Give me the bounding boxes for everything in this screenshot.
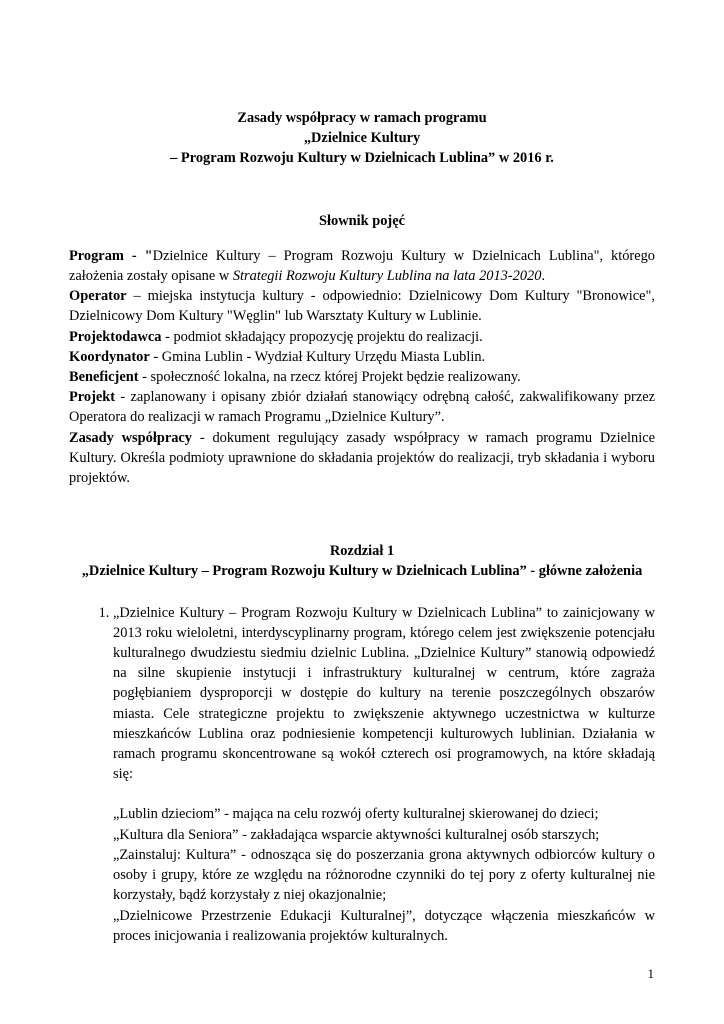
glossary-definition: - społeczność lokalna, na rzecz której Projekt będzie realizowany. <box>138 369 521 386</box>
chapter-title: „Dzielnice Kultury – Program Rozwoju Kultury w Dzielnicach Lublina” - główne założenia <box>81 563 643 580</box>
chapter-number: Rozdział 1 <box>329 543 395 560</box>
glossary-entry-program <box>69 246 655 286</box>
axis-item: „Kultura dla Seniora” - zakładająca wsparcie aktywności kulturalnej osób starszych; <box>113 826 600 843</box>
glossary-entry-projekt <box>69 387 655 427</box>
glossary-definition: – miejska instytucja kultury - odpowiednio: Dzielnicowy Dom Kultury "Bronowice", Dzielnicowy Dom Kultury "Węglin" lub Warsztaty Kultury w Lublinie. <box>69 288 655 325</box>
glossary-term: Beneficjent <box>69 369 139 386</box>
list-item <box>113 603 655 946</box>
title-line-2: „Dzielnice Kultury <box>303 130 421 147</box>
glossary-definition: - podmiot składający propozycję projektu do realizacji. <box>161 328 483 345</box>
glossary-term: Program - " <box>69 247 153 264</box>
glossary <box>69 246 655 488</box>
title-line-3: – Program Rozwoju Kultury w Dzielnicach Lublina” w 2016 r. <box>170 150 554 167</box>
document-title <box>69 108 655 169</box>
glossary-definition: - zaplanowany i opisany zbiór działań stanowiący odrębną całość, zakwalifikowany przez Operatora do realizacji w ramach Programu „Dzielnice Kultury”. <box>69 389 655 426</box>
glossary-term: Operator <box>69 288 127 305</box>
axis-item: „Dzielnicowe Przestrzenie Edukacji Kulturalnej”, dotyczące włączenia mieszkańców w proces inicjowania i realizowania projektów kulturalnych. <box>113 907 655 944</box>
item-paragraph: 1. „Dzielnice Kultury – Program Rozwoju Kultury w Dzielnicach Lublina” to zainicjowany w 2013 roku wieloletni, interdyscyplinarny program, którego celem jest zwiększenie potencjału kulturalnego dwudziestu siedmiu dzielnic Lublina. „Dzielnice Kultury” stanowią odpowiedź na silne skupienie instytucji i infrastruktury kulturalnej w centrum, które zagraża pogłębianiem dysproporcji w dostępie do kultury na terenie poszczególnych obszarów miasta. Cele strategiczne projektu to zwiększenie aktywnego uczestnictwa w kulturze mieszkańców Lublina oraz podniesienie kompetencji kulturowych lublinian. Działania w ramach programu skoncentrowane są wokół czterech osi programowych, na które składają się: <box>113 604 655 783</box>
glossary-entry-koordynator <box>69 347 655 367</box>
glossary-definition: Dzielnice Kultury – Program Rozwoju Kultury w Dzielnicach Lublina", którego założenia zostały opisane w <box>69 247 656 285</box>
glossary-definition-end: . <box>541 268 546 285</box>
glossary-term: Koordynator <box>69 348 150 365</box>
axis-item: „Zainstaluj: Kultura” - odnosząca się do poszerzania grona aktywnych odbiorców kultury o osoby i grupy, które ze względu na różnorodne czynniki do tej pory z oferty kulturalnej nie korzystały, bądź korzystały z niej okazjonalnie; <box>113 846 655 904</box>
glossary-term: Projekt <box>69 389 116 406</box>
glossary-definition: - Gmina Lublin - Wydział Kultury Urzędu Miasta Lublin. <box>149 348 486 365</box>
title-line-1: Zasady współpracy w ramach programu <box>237 110 487 126</box>
glossary-term: Zasady współpracy <box>69 429 192 446</box>
glossary-definition: - dokument regulujący zasady współpracy w ramach programu Dzielnice Kultury. Określa podmioty uprawnione do składania projektów do realizacji, tryb składania i wyboru projektów. <box>69 429 655 487</box>
glossary-entry-operator <box>69 286 655 326</box>
glossary-definition-italic: Strategii Rozwoju Kultury Lublina na lata 2013-2020 <box>232 268 542 285</box>
glossary-entry-zasady <box>69 428 655 489</box>
glossary-term: Projektodawca <box>69 328 162 345</box>
glossary-entry-projektodawca <box>69 327 655 347</box>
program-axes <box>113 804 655 945</box>
axis-item: „Lublin dzieciom” - mająca na celu rozwój oferty kulturalnej skierowanej do dzieci; <box>113 806 599 823</box>
glossary-entry-beneficjent <box>69 367 655 387</box>
chapter-item-list <box>69 603 655 946</box>
chapter-heading <box>69 541 655 581</box>
page-number: 1 <box>647 966 654 981</box>
glossary-heading: Słownik pojęć <box>319 212 405 229</box>
